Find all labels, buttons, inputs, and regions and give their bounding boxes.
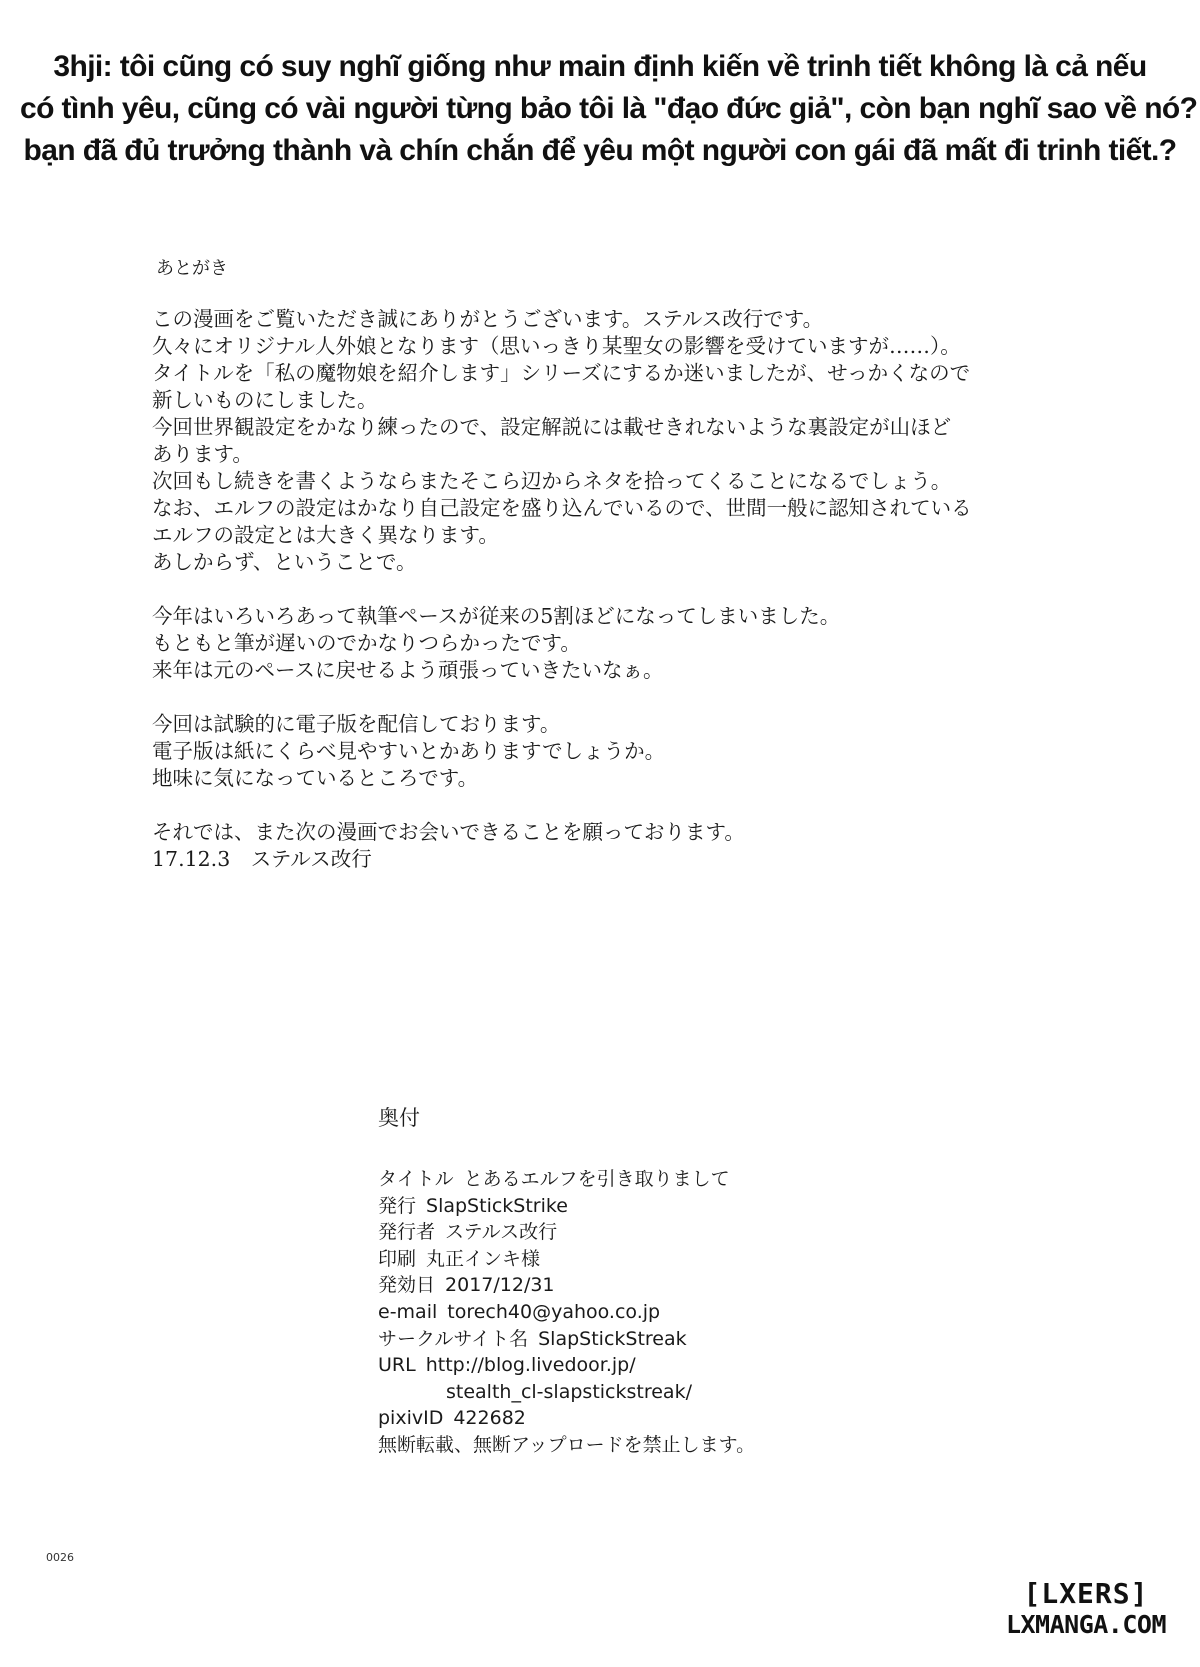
colophon-title: 奥付 xyxy=(378,1106,420,1130)
translator-note xyxy=(20,46,1198,172)
watermark-top: [LXERS] xyxy=(1023,1577,1149,1610)
colophon-row-title xyxy=(378,1166,938,1193)
afterword-line: あしからず、ということで。 xyxy=(152,550,417,574)
colophon-value: http://blog.livedoor.jp/ xyxy=(425,1354,636,1377)
translator-note-line: bạn đã đủ trưởng thành và chín chắn để yêu một người con gái đã mất đi trinh tiết.? xyxy=(23,134,1177,167)
watermark-bottom: LXMANGA.COM xyxy=(1005,1610,1167,1639)
colophon-value: ステルス改行 xyxy=(445,1221,558,1244)
colophon-row-notice xyxy=(378,1432,938,1459)
afterword-closing: それでは、また次の漫画でお会いできることを願っております。 xyxy=(152,820,745,844)
colophon-row-pixiv xyxy=(378,1405,938,1432)
colophon-section xyxy=(378,1104,938,1459)
colophon-key: e-mail xyxy=(378,1300,438,1323)
afterword-line: なお、エルフの設定はかなり自己設定を盛り込んでいるので、世間一般に認知されている xyxy=(152,496,972,520)
colophon-value: SlapStickStreak xyxy=(538,1327,687,1350)
afterword-line: 今回世界観設定をかなり練ったので、設定解説には載せきれないような裏設定が山ほど xyxy=(152,415,952,439)
afterword-paragraph xyxy=(152,306,1132,576)
colophon-row-email xyxy=(378,1299,938,1326)
colophon-row-issuer xyxy=(378,1219,938,1246)
afterword-signoff xyxy=(152,819,1132,873)
colophon-key: 発行 xyxy=(378,1194,417,1217)
colophon-key: 印刷 xyxy=(378,1247,417,1270)
colophon-key: サークルサイト名 xyxy=(378,1327,529,1350)
afterword-section xyxy=(152,256,1132,873)
afterword-line: 電子版は紙にくらべ見やすいとかありますでしょうか。 xyxy=(152,739,666,763)
colophon-value: とあるエルフを引き取りまして xyxy=(463,1168,730,1190)
colophon-key: URL xyxy=(378,1354,416,1377)
colophon-key: 発効日 xyxy=(378,1274,436,1297)
afterword-line: もともと筆が遅いのでかなりつらかったです。 xyxy=(152,631,581,655)
colophon-value: 2017/12/31 xyxy=(445,1274,555,1297)
afterword-paragraph xyxy=(152,603,1132,684)
watermark xyxy=(986,1578,1186,1640)
colophon-row-url xyxy=(378,1352,938,1379)
afterword-signature: 17.12.3 ステルス改行 xyxy=(152,847,372,871)
afterword-line: エルフの設定とは大きく異なります。 xyxy=(152,523,499,547)
translator-note-line: có tình yêu, cũng có vài người từng bảo tôi là "đạo đức giả", còn bạn nghĩ sao về nó? xyxy=(20,92,1198,125)
colophon-value: torech40@yahoo.co.jp xyxy=(447,1300,661,1323)
page-number: 0026 xyxy=(46,1551,74,1564)
colophon-key: pixivID xyxy=(378,1407,444,1430)
colophon-row-printer xyxy=(378,1246,938,1273)
afterword-line: 今年はいろいろあって執筆ペースが従来の5割ほどになってしまいました。 xyxy=(152,604,841,628)
colophon-row-publisher xyxy=(378,1193,938,1220)
afterword-line: 次回もし続きを書くようならまたそこら辺からネタを拾ってくることになるでしょう。 xyxy=(152,469,952,493)
afterword-heading: あとがき xyxy=(156,258,228,279)
colophon-value: 422682 xyxy=(453,1407,526,1430)
afterword-line: 久々にオリジナル人外娘となります（思いっきり某聖女の影響を受けていますが……）。 xyxy=(152,334,961,358)
translator-note-line: 3hji: tôi cũng có suy nghĩ giống như main định kiến về trinh tiết không là cả nếu xyxy=(53,50,1147,83)
afterword-line: 新しいものにしました。 xyxy=(152,388,378,412)
afterword-line: この漫画をご覧いただき誠にありがとうございます。ステルス改行です。 xyxy=(152,307,824,331)
afterword-paragraph xyxy=(152,711,1132,792)
colophon-key: 発行者 xyxy=(378,1221,436,1244)
colophon-row-date xyxy=(378,1272,938,1299)
colophon-row-url-continued xyxy=(378,1379,938,1406)
colophon-value: 無断転載、無断アップロードを禁止します。 xyxy=(378,1433,756,1456)
afterword-line: 今回は試験的に電子版を配信しております。 xyxy=(152,712,561,736)
colophon-value: 丸正インキ様 xyxy=(426,1247,541,1270)
afterword-line: 来年は元のペースに戻せるよう頑張っていきたいなぁ。 xyxy=(152,658,664,682)
colophon-value: stealth_cl-slapstickstreak/ xyxy=(446,1380,692,1403)
colophon-key: タイトル xyxy=(378,1168,454,1190)
colophon-value: SlapStickStrike xyxy=(426,1194,568,1217)
afterword-line: あります。 xyxy=(152,442,253,466)
afterword-line: 地味に気になっているところです。 xyxy=(152,766,479,790)
colophon-row-circle-site xyxy=(378,1326,938,1353)
afterword-line: タイトルを「私の魔物娘を紹介します」シリーズにするか迷いましたが、せっかくなので xyxy=(152,361,971,385)
